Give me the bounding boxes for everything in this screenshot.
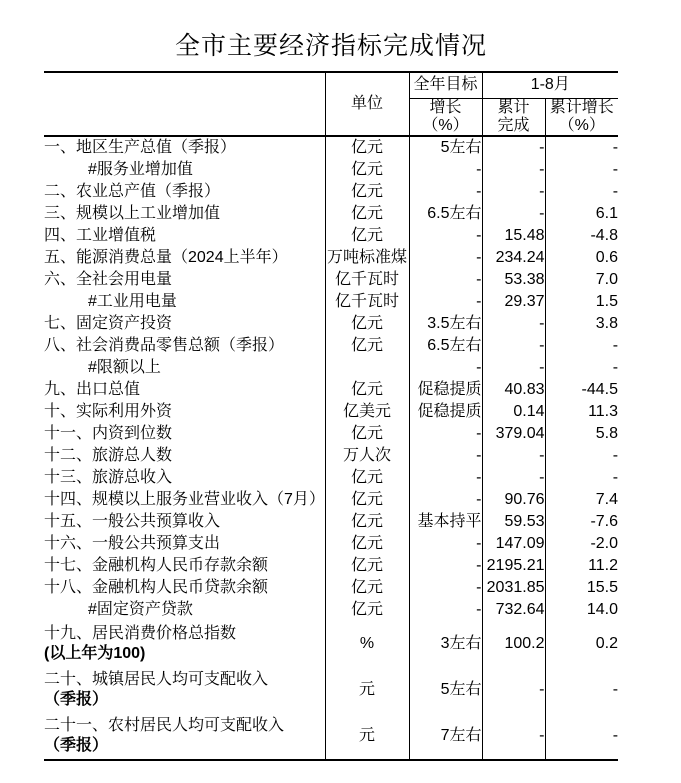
indicator-name-cell xyxy=(44,291,325,313)
indicator-name-line2: （季报） xyxy=(44,737,109,754)
indicator-name-cell xyxy=(44,357,325,379)
unit-cell: 亿元 xyxy=(325,203,409,225)
annual-target-cell: 7左右 xyxy=(409,713,482,760)
indicator-name: 十六、一般公共预算支出 xyxy=(44,535,221,552)
table-row xyxy=(44,713,618,760)
table-row xyxy=(44,401,618,423)
cumulative-done-cell: - xyxy=(482,713,545,760)
annual-target-cell: - xyxy=(409,467,482,489)
table-header xyxy=(44,72,618,136)
cumulative-growth-cell: 6.1 xyxy=(545,203,618,225)
cumulative-growth-cell: -7.6 xyxy=(545,511,618,533)
unit-cell: 亿美元 xyxy=(325,401,409,423)
table-row xyxy=(44,313,618,335)
header-target-growth-line1: 增长 xyxy=(429,98,462,116)
table-row xyxy=(44,203,618,225)
indicator-name: #固定资产贷款 xyxy=(88,601,193,618)
unit-cell xyxy=(325,357,409,379)
annual-target-cell: - xyxy=(409,269,482,291)
table-row xyxy=(44,667,618,713)
indicator-name: 二十、城镇居民人均可支配收入 xyxy=(44,671,269,688)
cumulative-done-cell: 15.48 xyxy=(482,225,545,247)
page-title: 全市主要经济指标完成情况 xyxy=(174,33,487,60)
header-target-growth-line2: （%） xyxy=(422,116,469,134)
table-row xyxy=(44,511,618,533)
indicator-name: 十七、金融机构人民币存款余额 xyxy=(44,557,269,574)
annual-target-cell: 促稳提质 xyxy=(409,401,482,423)
cumulative-growth-cell: -4.8 xyxy=(545,225,618,247)
cumulative-growth-cell: 15.5 xyxy=(545,577,618,599)
table-row xyxy=(44,269,618,291)
indicator-name-cell xyxy=(44,159,325,181)
header-cumulative-done-line2: 完成 xyxy=(497,116,530,134)
indicator-name-cell xyxy=(44,599,325,621)
cumulative-done-cell: 0.14 xyxy=(482,401,545,423)
cumulative-growth-cell: -2.0 xyxy=(545,533,618,555)
indicator-name: #工业用电量 xyxy=(88,293,177,310)
table-row xyxy=(44,467,618,489)
cumulative-growth-cell: - xyxy=(545,136,618,159)
header-target-growth xyxy=(409,98,482,136)
unit-cell: 亿元 xyxy=(325,423,409,445)
table-row xyxy=(44,159,618,181)
unit-cell: 万人次 xyxy=(325,445,409,467)
cumulative-done-cell: 90.76 xyxy=(482,489,545,511)
indicator-name-cell xyxy=(44,423,325,445)
indicator-name: 一、地区生产总值（季报） xyxy=(44,139,237,156)
table-row xyxy=(44,291,618,313)
table-row xyxy=(44,489,618,511)
unit-cell: % xyxy=(325,621,409,667)
unit-cell: 亿元 xyxy=(325,577,409,599)
indicator-name: 十五、一般公共预算收入 xyxy=(44,513,221,530)
indicator-name-cell xyxy=(44,621,325,667)
annual-target-cell: 3左右 xyxy=(409,621,482,667)
table-row xyxy=(44,555,618,577)
unit-cell: 亿千瓦时 xyxy=(325,269,409,291)
unit-cell: 亿元 xyxy=(325,136,409,159)
table-row xyxy=(44,247,618,269)
cumulative-done-cell: 2195.21 xyxy=(482,555,545,577)
indicator-name-cell xyxy=(44,247,325,269)
cumulative-done-cell: 40.83 xyxy=(482,379,545,401)
cumulative-growth-cell: 7.0 xyxy=(545,269,618,291)
annual-target-cell: 基本持平 xyxy=(409,511,482,533)
cumulative-growth-cell: - xyxy=(545,181,618,203)
indicator-name-cell xyxy=(44,533,325,555)
indicator-name: #限额以上 xyxy=(88,359,161,376)
cumulative-done-cell: 53.38 xyxy=(482,269,545,291)
indicator-name-cell xyxy=(44,313,325,335)
cumulative-growth-cell: 0.6 xyxy=(545,247,618,269)
indicator-name-line2: （季报） xyxy=(44,691,109,708)
unit-cell: 亿元 xyxy=(325,511,409,533)
indicator-name: 十三、旅游总收入 xyxy=(44,469,173,486)
annual-target-cell: 3.5左右 xyxy=(409,313,482,335)
annual-target-cell: - xyxy=(409,423,482,445)
indicator-name: 六、全社会用电量 xyxy=(44,271,173,288)
unit-cell: 亿千瓦时 xyxy=(325,291,409,313)
annual-target-cell: - xyxy=(409,247,482,269)
unit-cell: 亿元 xyxy=(325,379,409,401)
indicator-name-line2: (以上年为100) xyxy=(44,645,146,662)
cumulative-done-cell: 147.09 xyxy=(482,533,545,555)
cumulative-growth-cell: - xyxy=(545,335,618,357)
unit-cell: 亿元 xyxy=(325,181,409,203)
annual-target-cell: - xyxy=(409,181,482,203)
table-row xyxy=(44,621,618,667)
annual-target-cell: 6.5左右 xyxy=(409,335,482,357)
annual-target-cell: - xyxy=(409,599,482,621)
table-row xyxy=(44,599,618,621)
annual-target-cell: 5左右 xyxy=(409,667,482,713)
indicator-name: 十八、金融机构人民币贷款余额 xyxy=(44,579,269,596)
cumulative-done-cell: - xyxy=(482,136,545,159)
table-row xyxy=(44,423,618,445)
annual-target-cell: - xyxy=(409,555,482,577)
header-cumulative-done xyxy=(482,98,545,136)
indicator-name-cell xyxy=(44,445,325,467)
indicator-name-cell xyxy=(44,225,325,247)
table-row xyxy=(44,445,618,467)
cumulative-growth-cell: - xyxy=(545,445,618,467)
header-indicator xyxy=(44,72,325,136)
indicator-name-cell xyxy=(44,667,325,713)
header-cumulative-done-line1: 累计 xyxy=(497,98,530,116)
annual-target-cell: - xyxy=(409,489,482,511)
annual-target-cell: - xyxy=(409,225,482,247)
cumulative-growth-cell: 3.8 xyxy=(545,313,618,335)
cumulative-done-cell: - xyxy=(482,181,545,203)
indicator-name: 八、社会消费品零售总额（季报） xyxy=(44,337,285,354)
table-row xyxy=(44,379,618,401)
header-cumulative-growth-line1: 累计增长 xyxy=(549,98,614,116)
indicator-name-cell xyxy=(44,136,325,159)
header-cumulative-growth-line2: （%） xyxy=(558,116,605,134)
unit-cell: 亿元 xyxy=(325,489,409,511)
table-row xyxy=(44,136,618,159)
annual-target-cell: - xyxy=(409,357,482,379)
cumulative-growth-cell: - xyxy=(545,713,618,760)
unit-cell: 亿元 xyxy=(325,555,409,577)
indicator-name-cell xyxy=(44,401,325,423)
cumulative-done-cell: - xyxy=(482,335,545,357)
unit-cell: 亿元 xyxy=(325,313,409,335)
header-annual-target: 全年目标 xyxy=(409,72,482,98)
cumulative-growth-cell: - xyxy=(545,357,618,379)
table-row xyxy=(44,533,618,555)
indicator-name-cell xyxy=(44,511,325,533)
annual-target-cell: - xyxy=(409,577,482,599)
indicator-name: 七、固定资产投资 xyxy=(44,315,173,332)
annual-target-cell: - xyxy=(409,533,482,555)
unit-cell: 亿元 xyxy=(325,225,409,247)
indicator-name: 十、实际利用外资 xyxy=(44,403,173,420)
header-cumulative-growth xyxy=(545,98,618,136)
cumulative-done-cell: 29.37 xyxy=(482,291,545,313)
table-row xyxy=(44,225,618,247)
cumulative-done-cell: 59.53 xyxy=(482,511,545,533)
table-row xyxy=(44,577,618,599)
cumulative-growth-cell: - xyxy=(545,159,618,181)
cumulative-done-cell: 234.24 xyxy=(482,247,545,269)
indicator-name-cell xyxy=(44,203,325,225)
unit-cell: 亿元 xyxy=(325,599,409,621)
indicator-name-cell xyxy=(44,467,325,489)
unit-cell: 万吨标准煤 xyxy=(325,247,409,269)
indicator-name: 十一、内资到位数 xyxy=(44,425,173,442)
indicator-name: 五、能源消费总量（2024上半年） xyxy=(44,249,288,266)
cumulative-done-cell: - xyxy=(482,313,545,335)
indicator-name-cell xyxy=(44,379,325,401)
indicator-name: 二、农业总产值（季报） xyxy=(44,183,221,200)
cumulative-growth-cell: 11.2 xyxy=(545,555,618,577)
cumulative-growth-cell: 0.2 xyxy=(545,621,618,667)
cumulative-done-cell: - xyxy=(482,667,545,713)
annual-target-cell: 促稳提质 xyxy=(409,379,482,401)
cumulative-done-cell: - xyxy=(482,467,545,489)
cumulative-growth-cell: 11.3 xyxy=(545,401,618,423)
cumulative-done-cell: - xyxy=(482,445,545,467)
unit-cell: 元 xyxy=(325,667,409,713)
cumulative-done-cell: - xyxy=(482,159,545,181)
cumulative-growth-cell: 7.4 xyxy=(545,489,618,511)
cumulative-done-cell: 379.04 xyxy=(482,423,545,445)
annual-target-cell: - xyxy=(409,291,482,313)
cumulative-growth-cell: 5.8 xyxy=(545,423,618,445)
indicator-name-cell xyxy=(44,489,325,511)
annual-target-cell: 5左右 xyxy=(409,136,482,159)
unit-cell: 元 xyxy=(325,713,409,760)
indicator-name-cell xyxy=(44,713,325,760)
header-unit: 单位 xyxy=(325,72,409,136)
annual-target-cell: - xyxy=(409,159,482,181)
cumulative-done-cell: 100.2 xyxy=(482,621,545,667)
cumulative-growth-cell: -44.5 xyxy=(545,379,618,401)
cumulative-done-cell: - xyxy=(482,203,545,225)
indicator-name: 二十一、农村居民人均可支配收入 xyxy=(44,717,285,734)
table-row xyxy=(44,181,618,203)
table-row xyxy=(44,335,618,357)
indicator-name: 四、工业增值税 xyxy=(44,227,157,244)
indicator-name-cell xyxy=(44,269,325,291)
indicator-name: 十四、规模以上服务业营业收入（7月） xyxy=(44,491,325,508)
unit-cell: 亿元 xyxy=(325,159,409,181)
header-period: 1-8月 xyxy=(482,72,618,98)
header-row-1 xyxy=(44,72,618,98)
indicator-name: 三、规模以上工业增加值 xyxy=(44,205,221,222)
annual-target-cell: 6.5左右 xyxy=(409,203,482,225)
cumulative-growth-cell: - xyxy=(545,667,618,713)
unit-cell: 亿元 xyxy=(325,335,409,357)
annual-target-cell: - xyxy=(409,445,482,467)
cumulative-done-cell: - xyxy=(482,357,545,379)
indicators-table xyxy=(44,71,618,761)
cumulative-growth-cell: 14.0 xyxy=(545,599,618,621)
indicator-name-cell xyxy=(44,181,325,203)
unit-cell: 亿元 xyxy=(325,467,409,489)
table-row xyxy=(44,357,618,379)
indicator-name: 十二、旅游总人数 xyxy=(44,447,173,464)
indicator-table-body xyxy=(44,136,618,760)
unit-cell: 亿元 xyxy=(325,533,409,555)
indicator-name-cell xyxy=(44,555,325,577)
indicator-name: 十九、居民消费价格总指数 xyxy=(44,625,237,642)
indicator-name: #服务业增加值 xyxy=(88,161,193,178)
cumulative-growth-cell: 1.5 xyxy=(545,291,618,313)
cumulative-done-cell: 732.64 xyxy=(482,599,545,621)
cumulative-growth-cell: - xyxy=(545,467,618,489)
indicator-name-cell xyxy=(44,335,325,357)
cumulative-done-cell: 2031.85 xyxy=(482,577,545,599)
indicator-name-cell xyxy=(44,577,325,599)
indicator-name: 九、出口总值 xyxy=(44,381,141,398)
